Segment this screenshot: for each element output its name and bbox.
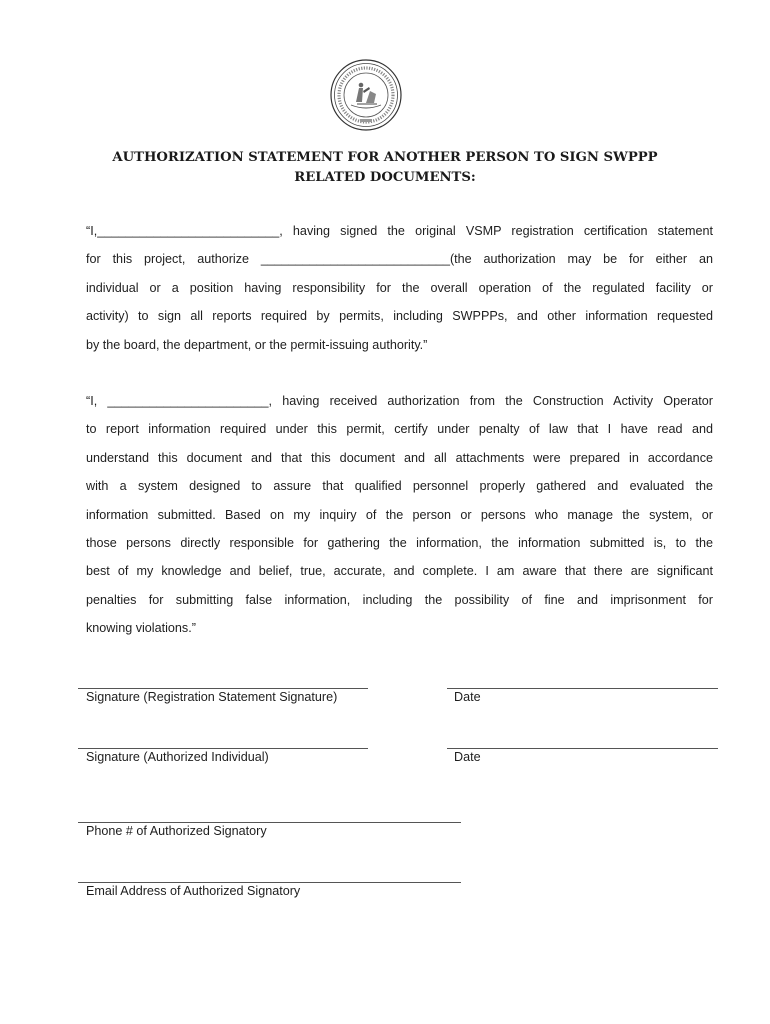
paragraph-line: with a system designed to assure that qualified personnel properly gathered and evaluated the <box>86 479 713 494</box>
paragraph-line: “I,__________________________, having signed the original VSMP registration certification statement <box>86 224 713 238</box>
paragraph-line: by the board, the department, or the permit-issuing authority.” <box>86 337 428 352</box>
paragraph-line: for this project, authorize ___________________________(the authorization may be for either an <box>86 252 713 267</box>
paragraph-line: “I, _______________________, having received authorization from the Construction Activity Operator <box>86 394 713 408</box>
title-line-1: AUTHORIZATION STATEMENT FOR ANOTHER PERSON TO SIGN SWPPP <box>112 150 658 165</box>
paragraph-line: understand this document and that this document and all attachments were prepared in accordance <box>86 450 713 465</box>
phone-label: Phone # of Authorized Signatory <box>86 824 267 838</box>
paragraph-line: penalties for submitting false information, including the possibility of fine and imprisonment for <box>86 592 713 607</box>
paragraph-line: activity) to sign all reports required by permits, including SWPPPs, and other information requested <box>86 309 713 324</box>
authorized-signature-label: Signature (Authorized Individual) <box>86 750 269 764</box>
certification-paragraph <box>86 387 713 643</box>
paragraph-line: those persons directly responsible for gathering the information, the information submitted is, to the <box>86 535 713 550</box>
date-line-2[interactable] <box>447 748 718 749</box>
paragraph-line: knowing violations.” <box>86 621 196 636</box>
operator-authorization-paragraph <box>86 217 713 359</box>
registration-signature-line[interactable] <box>78 688 368 689</box>
date-line-1[interactable] <box>447 688 718 689</box>
document-title <box>0 148 770 188</box>
commonwealth-seal-icon <box>329 58 403 132</box>
phone-line[interactable] <box>78 822 461 823</box>
date-label-2: Date <box>454 750 481 764</box>
title-line-2: RELATED DOCUMENTS: <box>294 170 476 185</box>
date-label-1: Date <box>454 690 481 704</box>
paragraph-line: individual or a position having responsibility for the overall operation of the regulated facility or <box>86 280 713 295</box>
registration-signature-label: Signature (Registration Statement Signature) <box>86 690 338 704</box>
paragraph-line: to report information required under this permit, certify under penalty of law that I have read and <box>86 422 713 437</box>
authorized-signature-line[interactable] <box>78 748 368 749</box>
paragraph-line: information submitted. Based on my inquiry of the person or persons who manage the system, or <box>86 507 713 522</box>
paragraph-line: best of my knowledge and belief, true, accurate, and complete. I am aware that there are significant <box>86 564 713 579</box>
email-label: Email Address of Authorized Signatory <box>86 884 301 898</box>
email-line[interactable] <box>78 882 461 883</box>
